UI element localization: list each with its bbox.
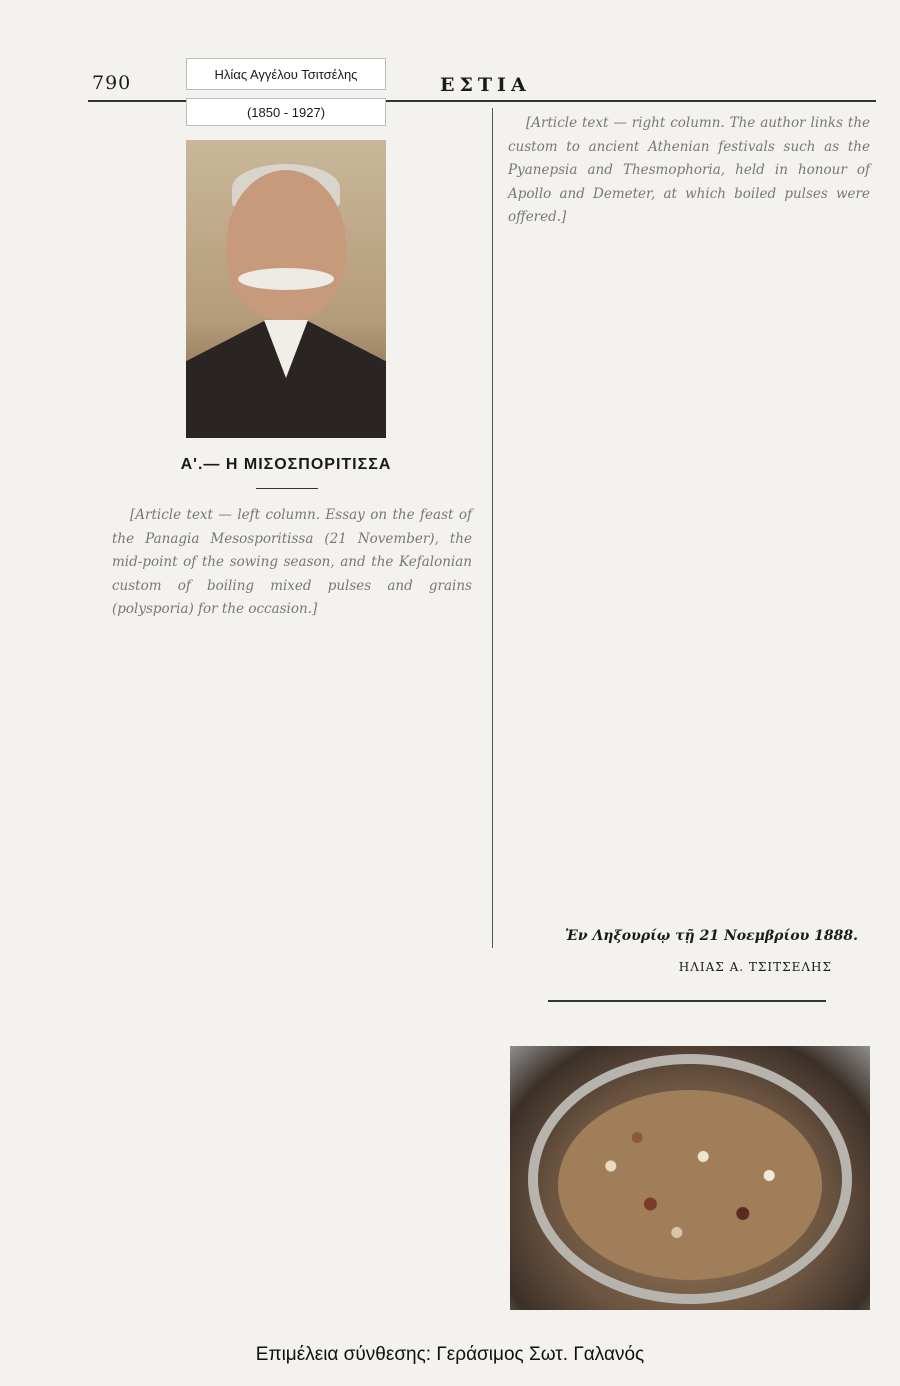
- left-column-text: [Article text — left column. Essay on the feast of the Panagia Mesosporitissa (21 November), the mid-point of the sowing season, and the Kefalonian custom of boiling mixed pulses and grains (polysporia) for the occasion.]: [112, 507, 472, 617]
- article-dateline: Ἐν Ληξουρίῳ τῇ 21 Νοεμβρίου 1888.: [565, 928, 858, 944]
- section-title: Α'.— Η ΜΙΣΟΣΠΟΡΙΤΙΣΣΑ: [180, 456, 392, 473]
- column-divider: [492, 108, 493, 948]
- composition-credit: Επιμέλεια σύνθεσης: Γεράσιμος Σωτ. Γαλανός: [255, 1344, 645, 1365]
- article-right-column: [508, 112, 870, 230]
- article-left-column: [112, 504, 472, 622]
- polysporia-photo: [510, 1046, 870, 1310]
- portrait-caption-years: (1850 - 1927): [186, 98, 386, 126]
- right-column-text: [Article text — right column. The author links the custom to ancient Athenian festivals such as the Pyanepsia and Thesmophoria, held in honour of Apollo and Demeter, at which boiled pulses were offered.]: [508, 115, 870, 225]
- article-signature: ΗΛΙΑΣ Α. ΤΣΙΤΣΕΛΗΣ: [678, 960, 832, 974]
- portrait-caption-name: Ηλίας Αγγέλου Τσιτσέλης: [186, 58, 386, 90]
- author-portrait: [186, 140, 386, 438]
- page-number: 790: [92, 72, 132, 94]
- portrait-head: [226, 170, 346, 320]
- article-end-rule: [548, 1000, 826, 1002]
- title-rule: [256, 488, 318, 489]
- portrait-moustache: [238, 268, 334, 290]
- boiled-pulses: [558, 1090, 822, 1280]
- masthead-title: ΕΣΤΙΑ: [440, 74, 531, 96]
